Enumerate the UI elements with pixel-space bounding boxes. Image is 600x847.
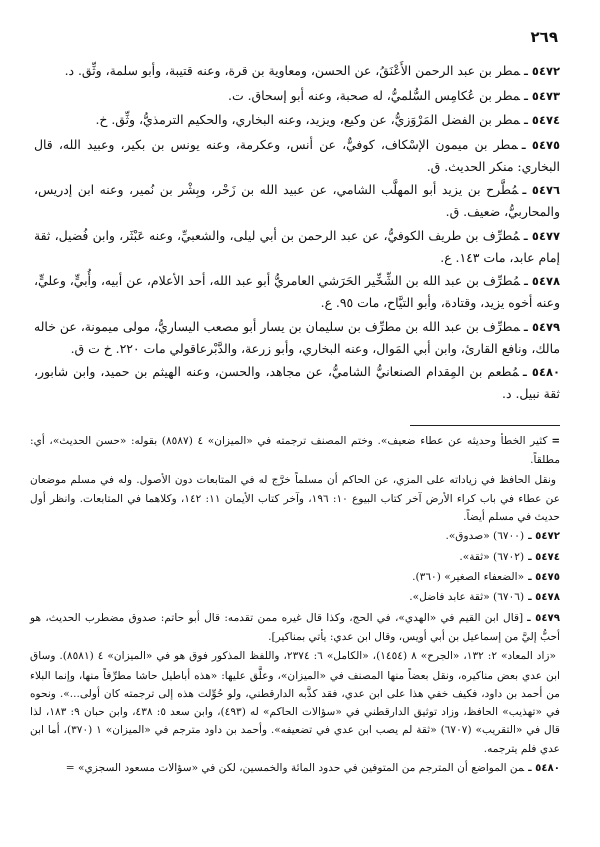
footnote	[30, 609, 560, 647]
page-number: ٢٦٩	[530, 28, 558, 46]
entry-number: ٥٤٧٧ ـ	[523, 228, 560, 243]
footnote-number: =	[551, 436, 561, 447]
footnote-number: ٥٤٨٠ ـ	[528, 763, 560, 775]
footnote-text: (٦٧٠٦) «ثقة عابد فاضل».	[409, 591, 525, 604]
footnote-text: «زاد المعاد» ٢: ١٣٢، «الجرح» ٨ (١٤٥٤)، «الكامل» ٦: ٢٣٧٤، واللفظ المذكور فوق هو في «الميزان» ٤ (٨٥٨١). وساق ابن عدي بعض مناكيره، ونقل بعضاً منها المصنف في «الميزان»، وعلَّق عليها: «هذه أباطيل حاشا مطرِّفاً منها، وإنما البلاء من أحمد بن داود، فكيف خفي هذا على ابن عدي، فقد كذَّبه الدارقطني، ولو حُوِّلت هذه إلى ترجمته كان أولى...». ونحوه في «تهذيب» الحافظ، وزاد توثيق الدارقطني في «سؤالات الحاكم» له (٤٩٣)، وابن سعد ٥: ٤٣٨، وابن حبان ٩: ١٨٣، لذا قال في «التقريب» (٦٧٠٧) «ثقة لم يصب ابن عدي في تضعيفه». وأحمد بن داود مترجم في «الميزان» ١ (٣٧٠)، أما ابن عدي فلم يترجمه.	[30, 650, 560, 755]
footnote-number: ٥٤٧٤ ـ	[528, 551, 560, 563]
entry	[34, 316, 560, 359]
entry-text: مُطرِّف بن طريف الكوفيُّ، عن عبد الرحمن بن أبي ليلى، والشعبيِّ، وعنه عَبْثَر، وابن فُضيل، ثقة إمام عابد، مات ١٤٣. ع.	[34, 227, 560, 265]
footnote-text: من المواضع أن المترجم من المتوفين في حدود المائة والخمسين، لكن في «سؤالات مسعود السجزي» =	[65, 762, 525, 775]
entry	[34, 134, 560, 177]
footnote-number: ٥٤٧٨ ـ	[528, 592, 560, 604]
entry-number: ٥٤٧٣ ـ	[523, 88, 560, 103]
footnote-number: ٥٤٧٢ ـ	[528, 531, 560, 543]
entry-text: مُطعم بن المِقدام الصنعانيُّ الشاميُّ، عن مجاهد، والحسن، وعنه الهيثم بن حميد، وابن شابور، ثقة نبيل. د.	[34, 364, 560, 401]
entry-number: ٥٤٧٩ ـ	[523, 319, 561, 334]
entry-text: مُطرِّف بن عبد الله بن الشِّخِّير الحَرَشي العامريُّ أبو عبد الله، أحد الأعلام، عن أبيه، وأُبيٍّ، وعليٍّ، وعنه أخوه يزيد، وقتادة، وأبو التيَّاح، مات ٩٥. ع.	[34, 273, 560, 310]
entry	[34, 85, 560, 107]
entry-text: مطر بن ميمون الإسْكاف، كوفيٌّ، عن أنس، وعكرمة، وعنه يونس بن بكير، وعبيد الله، قال البخاري: منكر الحديث. ق.	[34, 136, 560, 174]
footnote	[30, 527, 560, 546]
entry-number: ٥٤٨٠ ـ	[522, 365, 560, 379]
footnote-number: ٥٤٧٩ ـ	[527, 612, 560, 624]
footnote-number: ٥٤٧٥ ـ	[528, 572, 560, 584]
entry	[34, 60, 560, 82]
footnote	[30, 588, 560, 607]
footnote	[30, 471, 560, 527]
footnote	[30, 548, 560, 567]
footnote-text: كثير الخطأ وحديثه عن عطاء ضعيف». وختم المصنف ترجمته في «الميزان» ٤ (٨٥٨٧) بقوله: «حسن الحديث»، أي: مطلقاً.	[30, 435, 560, 467]
footnote-text: ونقل الحافظ في زياداته على المزي، عن الحاكم أن مسلماً خرَّج له في المتابعات دون الأصول. وله في مسلم موضعان عن عطاء في باب كراء الأرض آخر كتاب البيوع ١٠: ١٩٦، وآخر كتاب الأيمان ١١: ١٤٢، وكلاهما في المتابعات. وانظر أول حديث في مسلم أيضاً.	[30, 473, 561, 524]
footnotes	[30, 432, 560, 779]
main-text	[34, 60, 560, 407]
entry	[34, 270, 560, 313]
entry-text: مطر بن الفضل المَرْوَزيُّ، عن وكيع، ويزيد، وعنه البخاري، والحكيم الترمذيُّ، وثِّق. خ.	[95, 112, 520, 127]
entry	[34, 361, 560, 404]
entry-text: مطر بن عُكامِس السُّلميُّ، له صحبة، وعنه أبو إسحاق. ت.	[228, 87, 520, 103]
entry-number: ٥٤٧٦ ـ	[522, 183, 560, 197]
footnote-text: [قال ابن القيم في «الهدي»، في الحج، وكذا قال غيره ممن تقدمه: قال أبو حاتم: صدوق مضطرب الحديث، هو أحبُّ إليَّ من إسماعيل بن أبي أويس، وقال ابن عدي: يأتي بمناكير].	[30, 611, 560, 643]
footnote-text: (٦٧٠٢) «ثقة».	[459, 550, 525, 563]
entry-text: مطر بن عبد الرحمن الأَعْنَقُ، عن الحسن، ومعاوية بن قرة، وعنه قتيبة، وأبو سلمة، وثِّق. د.	[64, 63, 520, 78]
entry	[34, 225, 560, 268]
footnote	[30, 568, 560, 587]
entry	[34, 179, 560, 222]
entry	[34, 109, 560, 131]
footnote-text: (٦٧٠٠) «صدوق».	[445, 530, 525, 543]
footnote-text: «الضعفاء الصغير» (٣٦٠).	[412, 571, 525, 584]
footnote	[30, 647, 560, 758]
footnote	[30, 432, 560, 470]
entry-number: ٥٤٧٢ ـ	[523, 64, 560, 78]
footnote-divider	[410, 425, 560, 426]
entry-number: ٥٤٧٤ ـ	[523, 113, 560, 127]
entry-text: مُطَّرح بن يزيد أبو المهلَّب الشامي، عن عبيد الله بن زَحْر، وبِشْر بن نُمير، وعنه ابن إدريس، والمحاربيُّ، ضعيف. ق.	[34, 182, 560, 219]
footnote	[30, 759, 560, 778]
entry-number: ٥٤٧٥ ـ	[521, 137, 560, 152]
entry-text: مطرِّف بن عبد الله بن مطرِّف بن سليمان بن يسار أبو مصعب اليساريُّ، مولى ميمونة، عن خاله مالك، ونافع القارئ، وابن أبي المَوال، وعنه البخاري، وأبو زرعة، والدَّبْرعاقولي مات ٢٢٠. خ ت ق.	[34, 318, 560, 356]
entry-number: ٥٤٧٨ ـ	[523, 274, 560, 288]
